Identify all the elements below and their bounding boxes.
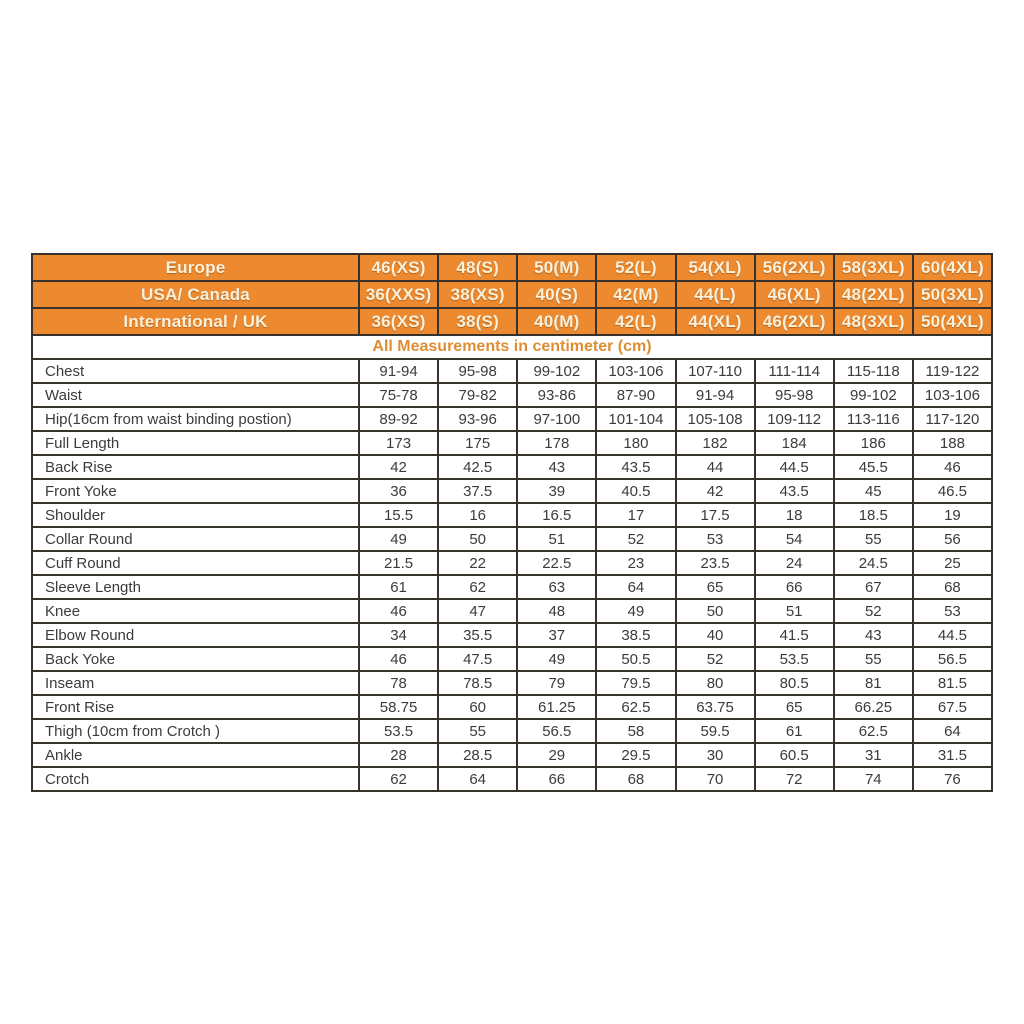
measurement-value: 45.5 — [834, 455, 913, 479]
measurement-row — [32, 431, 992, 455]
measurement-value: 78.5 — [438, 671, 517, 695]
measurement-value: 54 — [755, 527, 834, 551]
measurement-value: 72 — [755, 767, 834, 791]
measurement-label: Inseam — [32, 671, 359, 695]
measurement-value: 49 — [517, 647, 596, 671]
measurement-value: 80 — [676, 671, 755, 695]
measurement-row — [32, 623, 992, 647]
measurement-value: 66 — [517, 767, 596, 791]
size-cell: 48(S) — [438, 254, 517, 281]
measurement-value: 29.5 — [596, 743, 675, 767]
measurement-row — [32, 695, 992, 719]
measurement-value: 64 — [596, 575, 675, 599]
measurement-value: 49 — [359, 527, 438, 551]
measurement-value: 76 — [913, 767, 992, 791]
measurement-value: 55 — [834, 647, 913, 671]
measurement-row — [32, 647, 992, 671]
measurement-value: 65 — [676, 575, 755, 599]
measurement-value: 19 — [913, 503, 992, 527]
measurement-value: 45 — [834, 479, 913, 503]
measurement-value: 80.5 — [755, 671, 834, 695]
measurement-label: Back Rise — [32, 455, 359, 479]
size-header-row — [32, 254, 992, 281]
measurement-value: 53 — [676, 527, 755, 551]
region-label: International / UK — [32, 308, 359, 335]
measurement-label: Ankle — [32, 743, 359, 767]
measurement-label: Crotch — [32, 767, 359, 791]
measurement-value: 36 — [359, 479, 438, 503]
measurement-value: 117-120 — [913, 407, 992, 431]
measurement-label: Back Yoke — [32, 647, 359, 671]
measurement-value: 51 — [517, 527, 596, 551]
measurement-value: 188 — [913, 431, 992, 455]
measurement-label: Hip(16cm from waist binding postion) — [32, 407, 359, 431]
measurement-value: 97-100 — [517, 407, 596, 431]
size-cell: 44(XL) — [676, 308, 755, 335]
measurement-row — [32, 551, 992, 575]
measurement-value: 93-96 — [438, 407, 517, 431]
measurement-value: 21.5 — [359, 551, 438, 575]
measurement-value: 81.5 — [913, 671, 992, 695]
size-cell: 46(XS) — [359, 254, 438, 281]
measurement-value: 62 — [438, 575, 517, 599]
measurement-value: 30 — [676, 743, 755, 767]
measurement-value: 44.5 — [913, 623, 992, 647]
measurement-value: 43.5 — [596, 455, 675, 479]
measurement-value: 95-98 — [755, 383, 834, 407]
measurement-value: 60 — [438, 695, 517, 719]
measurement-value: 95-98 — [438, 359, 517, 383]
measurement-value: 37 — [517, 623, 596, 647]
measurement-value: 58 — [596, 719, 675, 743]
measurement-value: 25 — [913, 551, 992, 575]
measurement-label: Sleeve Length — [32, 575, 359, 599]
size-header — [32, 254, 992, 335]
measurement-value: 43.5 — [755, 479, 834, 503]
measurement-value: 46 — [359, 647, 438, 671]
measurement-value: 22 — [438, 551, 517, 575]
region-label: USA/ Canada — [32, 281, 359, 308]
measurement-value: 67.5 — [913, 695, 992, 719]
measurement-value: 60.5 — [755, 743, 834, 767]
measurement-value: 50 — [438, 527, 517, 551]
measurement-value: 64 — [913, 719, 992, 743]
measurement-value: 56.5 — [517, 719, 596, 743]
measurement-value: 65 — [755, 695, 834, 719]
measurement-value: 43 — [834, 623, 913, 647]
measurement-value: 66.25 — [834, 695, 913, 719]
measurement-value: 68 — [913, 575, 992, 599]
size-cell: 40(M) — [517, 308, 596, 335]
size-header-row — [32, 308, 992, 335]
measurement-value: 35.5 — [438, 623, 517, 647]
measurement-label: Elbow Round — [32, 623, 359, 647]
measurement-value: 62.5 — [834, 719, 913, 743]
measurement-value: 61.25 — [517, 695, 596, 719]
measurement-value: 182 — [676, 431, 755, 455]
measurement-value: 29 — [517, 743, 596, 767]
size-cell: 36(XXS) — [359, 281, 438, 308]
measurement-value: 115-118 — [834, 359, 913, 383]
measurement-row — [32, 527, 992, 551]
size-cell: 60(4XL) — [913, 254, 992, 281]
measurement-value: 18.5 — [834, 503, 913, 527]
size-cell: 42(M) — [596, 281, 675, 308]
measurement-value: 44 — [676, 455, 755, 479]
measurement-value: 16.5 — [517, 503, 596, 527]
measurement-value: 38.5 — [596, 623, 675, 647]
measurement-value: 46.5 — [913, 479, 992, 503]
measurement-label: Chest — [32, 359, 359, 383]
measurement-value: 119-122 — [913, 359, 992, 383]
measurement-value: 40.5 — [596, 479, 675, 503]
size-cell: 56(2XL) — [755, 254, 834, 281]
measurement-value: 64 — [438, 767, 517, 791]
measurement-value: 180 — [596, 431, 675, 455]
size-cell: 58(3XL) — [834, 254, 913, 281]
measurement-value: 58.75 — [359, 695, 438, 719]
measurement-value: 28 — [359, 743, 438, 767]
measurement-value: 51 — [755, 599, 834, 623]
measurement-value: 42.5 — [438, 455, 517, 479]
measurement-value: 41.5 — [755, 623, 834, 647]
measurement-label: Front Rise — [32, 695, 359, 719]
measurement-value: 178 — [517, 431, 596, 455]
measurement-value: 62 — [359, 767, 438, 791]
measurement-value: 184 — [755, 431, 834, 455]
measurement-value: 75-78 — [359, 383, 438, 407]
measurement-value: 91-94 — [359, 359, 438, 383]
measurement-row — [32, 479, 992, 503]
measurement-value: 39 — [517, 479, 596, 503]
region-label: Europe — [32, 254, 359, 281]
measurement-value: 93-86 — [517, 383, 596, 407]
size-cell: 38(XS) — [438, 281, 517, 308]
measurement-value: 53 — [913, 599, 992, 623]
measurement-value: 43 — [517, 455, 596, 479]
measurement-value: 79.5 — [596, 671, 675, 695]
measurement-value: 46 — [913, 455, 992, 479]
size-cell: 40(S) — [517, 281, 596, 308]
measurement-value: 74 — [834, 767, 913, 791]
size-cell: 44(L) — [676, 281, 755, 308]
measurement-value: 70 — [676, 767, 755, 791]
measurement-value: 24.5 — [834, 551, 913, 575]
measurement-value: 52 — [596, 527, 675, 551]
size-cell: 50(M) — [517, 254, 596, 281]
size-header-row — [32, 281, 992, 308]
size-cell: 52(L) — [596, 254, 675, 281]
measurement-value: 49 — [596, 599, 675, 623]
measurement-value: 103-106 — [596, 359, 675, 383]
measurement-value: 79-82 — [438, 383, 517, 407]
measurement-label: Knee — [32, 599, 359, 623]
measurement-row — [32, 767, 992, 791]
measurement-value: 63 — [517, 575, 596, 599]
size-cell: 46(XL) — [755, 281, 834, 308]
measurement-value: 42 — [359, 455, 438, 479]
measurement-value: 61 — [755, 719, 834, 743]
measurement-value: 81 — [834, 671, 913, 695]
measurement-row — [32, 743, 992, 767]
measurement-value: 22.5 — [517, 551, 596, 575]
measurement-row — [32, 383, 992, 407]
measurement-value: 47.5 — [438, 647, 517, 671]
measurement-body — [32, 335, 992, 791]
measurement-value: 37.5 — [438, 479, 517, 503]
measurement-value: 55 — [834, 527, 913, 551]
measurement-value: 109-112 — [755, 407, 834, 431]
measurement-row — [32, 359, 992, 383]
measurement-label: Thigh (10cm from Crotch ) — [32, 719, 359, 743]
size-cell: 48(3XL) — [834, 308, 913, 335]
measurement-value: 101-104 — [596, 407, 675, 431]
measurement-value: 107-110 — [676, 359, 755, 383]
size-chart-table — [31, 253, 993, 792]
measurement-value: 46 — [359, 599, 438, 623]
measurement-row — [32, 719, 992, 743]
measurement-value: 53.5 — [755, 647, 834, 671]
measurement-label: Full Length — [32, 431, 359, 455]
measurement-value: 48 — [517, 599, 596, 623]
measurement-value: 52 — [834, 599, 913, 623]
size-cell: 42(L) — [596, 308, 675, 335]
measurement-value: 56.5 — [913, 647, 992, 671]
size-cell: 48(2XL) — [834, 281, 913, 308]
measurement-label: Waist — [32, 383, 359, 407]
measurement-value: 17 — [596, 503, 675, 527]
measurement-value: 23.5 — [676, 551, 755, 575]
measurement-row — [32, 599, 992, 623]
measurement-value: 44.5 — [755, 455, 834, 479]
measurement-label: Collar Round — [32, 527, 359, 551]
measurement-value: 52 — [676, 647, 755, 671]
measurement-value: 31.5 — [913, 743, 992, 767]
measurement-value: 63.75 — [676, 695, 755, 719]
measurement-value: 173 — [359, 431, 438, 455]
measurement-value: 50 — [676, 599, 755, 623]
measurement-row — [32, 407, 992, 431]
measurement-value: 23 — [596, 551, 675, 575]
measurement-value: 34 — [359, 623, 438, 647]
measurement-label: Shoulder — [32, 503, 359, 527]
measurement-value: 175 — [438, 431, 517, 455]
measurement-value: 66 — [755, 575, 834, 599]
units-note: All Measurements in centimeter (cm) — [32, 335, 992, 359]
measurement-value: 59.5 — [676, 719, 755, 743]
measurement-value: 50.5 — [596, 647, 675, 671]
size-cell: 50(3XL) — [913, 281, 992, 308]
measurement-value: 78 — [359, 671, 438, 695]
measurement-value: 103-106 — [913, 383, 992, 407]
measurement-value: 42 — [676, 479, 755, 503]
measurement-row — [32, 503, 992, 527]
measurement-value: 62.5 — [596, 695, 675, 719]
measurement-value: 67 — [834, 575, 913, 599]
measurement-value: 24 — [755, 551, 834, 575]
measurement-value: 40 — [676, 623, 755, 647]
measurement-value: 18 — [755, 503, 834, 527]
measurement-row — [32, 575, 992, 599]
units-note-row — [32, 335, 992, 359]
size-cell: 50(4XL) — [913, 308, 992, 335]
measurement-value: 99-102 — [834, 383, 913, 407]
measurement-value: 186 — [834, 431, 913, 455]
measurement-label: Cuff Round — [32, 551, 359, 575]
measurement-value: 105-108 — [676, 407, 755, 431]
measurement-label: Front Yoke — [32, 479, 359, 503]
measurement-value: 31 — [834, 743, 913, 767]
measurement-value: 61 — [359, 575, 438, 599]
measurement-row — [32, 455, 992, 479]
measurement-value: 99-102 — [517, 359, 596, 383]
measurement-value: 17.5 — [676, 503, 755, 527]
measurement-value: 56 — [913, 527, 992, 551]
measurement-row — [32, 671, 992, 695]
size-cell: 36(XS) — [359, 308, 438, 335]
measurement-value: 113-116 — [834, 407, 913, 431]
size-cell: 54(XL) — [676, 254, 755, 281]
measurement-value: 87-90 — [596, 383, 675, 407]
measurement-value: 15.5 — [359, 503, 438, 527]
measurement-value: 91-94 — [676, 383, 755, 407]
measurement-value: 53.5 — [359, 719, 438, 743]
measurement-value: 55 — [438, 719, 517, 743]
size-cell: 46(2XL) — [755, 308, 834, 335]
measurement-value: 16 — [438, 503, 517, 527]
measurement-value: 89-92 — [359, 407, 438, 431]
measurement-value: 79 — [517, 671, 596, 695]
measurement-value: 28.5 — [438, 743, 517, 767]
measurement-value: 47 — [438, 599, 517, 623]
measurement-value: 111-114 — [755, 359, 834, 383]
size-cell: 38(S) — [438, 308, 517, 335]
measurement-value: 68 — [596, 767, 675, 791]
